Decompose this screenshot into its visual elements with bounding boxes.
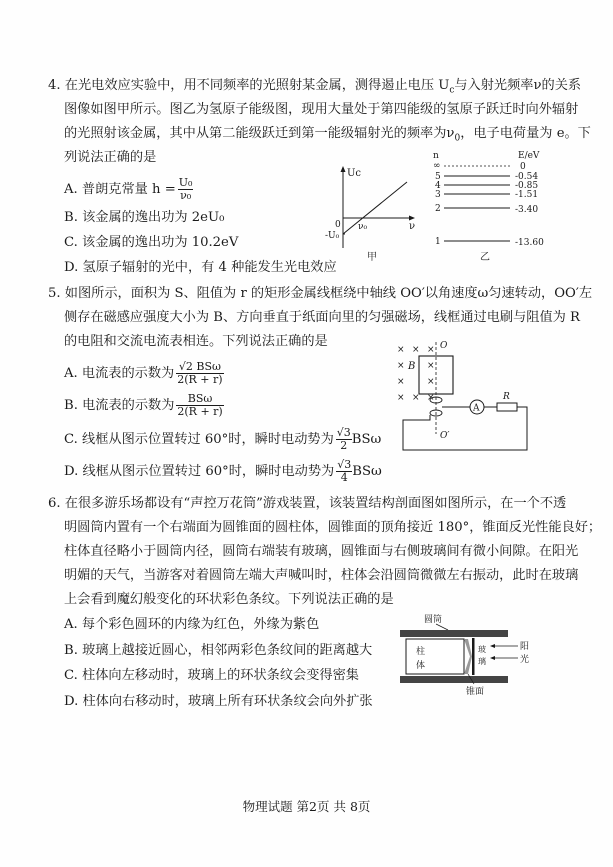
cylinder-label-2: 体 <box>416 661 426 671</box>
level-n: 4 <box>435 181 441 191</box>
level-energy: -13.60 <box>515 238 544 248</box>
graph-line <box>343 182 407 234</box>
q5-stem-line2: 侧存在磁感应强度大小为 B、方向垂直于纸面向里的匀强磁场，线框通过电刷与阻值为 R <box>64 310 580 325</box>
origin-label: 0 <box>335 220 341 230</box>
sunlight-label-1: 阳 <box>520 642 530 652</box>
q5-rotating-coil-circuit <box>395 338 545 458</box>
page-footer: 物理试题 第2页 共 8页 <box>242 799 371 814</box>
q5-option-b[interactable]: B. 电流表的示数为 BSω 2(R + r) <box>64 392 223 418</box>
level-energy: -1.51 <box>515 190 539 200</box>
q6-stem-line2: 明圆筒内置有一个右端面为圆锥面的圆柱体，圆锥面的顶角接近 180°，锥面反光性能良好； <box>64 520 602 535</box>
tube-wall-top <box>400 630 508 637</box>
q5-option-a-fraction: √2 BSω 2(R + r) <box>177 360 223 386</box>
y-axis-label: Uc <box>347 168 362 179</box>
q6-kaleidoscope-section <box>400 612 540 697</box>
svg-text:×: × <box>412 393 420 403</box>
q5-option-d-fraction: $\frac{√3}{4}$ <box>337 458 352 484</box>
cylinder-label-1: 柱 <box>416 647 426 657</box>
q4-option-b[interactable]: B. 该金属的逸出功为 2eU₀ <box>64 210 225 225</box>
q6-option-c[interactable]: C. 柱体向左移动时，玻璃上的环状条纹会变得密集 <box>64 668 359 683</box>
sunlight-arrow-2 <box>490 656 495 660</box>
b-field-label: B <box>408 361 416 372</box>
ammeter-label: A <box>473 403 480 414</box>
q5-option-a[interactable]: A. 电流表的示数为 √2 BSω 2(R + r) <box>64 360 223 386</box>
svg-text:×: × <box>412 345 420 355</box>
axis-label-bottom: O′ <box>440 431 450 441</box>
q6-option-b[interactable]: B. 玻璃上越接近圆心，相邻两彩色条纹间的距离越大 <box>64 643 373 658</box>
level-n: 1 <box>435 237 441 247</box>
cone-surface <box>464 639 472 674</box>
svg-text:×: × <box>427 377 435 387</box>
q4-energy-level-diagram <box>430 148 560 278</box>
q5-option-d[interactable]: D. 线框从图示位置转过 60°时，瞬时电动势为 $\frac{√3}{4}$ BSω <box>64 458 382 484</box>
tube-wall-bottom <box>400 676 508 683</box>
q6-option-d[interactable]: D. 柱体向右移动时，玻璃上所有环状条纹会向外扩张 <box>64 694 373 709</box>
diagram-caption: 乙 <box>480 252 490 263</box>
svg-text:×: × <box>397 393 405 403</box>
n-header: n <box>433 151 439 161</box>
q6-stem-line3: 柱体直径略小于圆筒内径，圆筒右端装有玻璃，圆锥面与右侧玻璃间有微小间隙。在阳光 <box>64 544 579 559</box>
cone-label: 锥面 <box>466 687 485 697</box>
q4-stem-line2: 图像如图甲所示。图乙为氢原子能级图，现用大量处于第四能级的氢原子跃迁时向外辐射 <box>64 102 579 117</box>
q6-stem-line1: 6. 在很多游乐场都设有“声控万花筒”游戏装置，该装置结构剖面图如图所示，在一个不透 <box>48 496 567 511</box>
level-n: 2 <box>435 204 441 214</box>
return-wire <box>403 407 527 450</box>
energy-header: E/eV <box>518 151 540 161</box>
svg-text:×: × <box>397 377 405 387</box>
q5-stem-line1: 5. 如图所示，面积为 S、阻值为 r 的矩形金属线框绕中轴线 OO′以角速度ω匀速转动，OO′左 <box>48 286 593 301</box>
graph-caption: 甲 <box>367 252 377 263</box>
svg-text:×: × <box>427 393 435 403</box>
svg-text:×: × <box>397 361 405 371</box>
y-intercept-label: -U₀ <box>325 231 340 241</box>
svg-text:×: × <box>397 345 405 355</box>
q4-option-d[interactable]: D. 氢原子辐射的光中，有 4 种能发生光电效应 <box>64 260 337 275</box>
glass-label-1: 玻 <box>478 645 486 654</box>
x-axis-arrow <box>409 216 415 221</box>
x-intercept-label: ν₀ <box>358 222 368 232</box>
q4-stem-line1: 4. 在光电效应实验中，用不同频率的光照射某金属，测得遏止电压 $U_c$与入射光频率ν的关系 <box>48 78 582 96</box>
q5-option-b-fraction: BSω 2(R + r) <box>177 392 223 418</box>
q5-option-c-fraction: $\frac{√3}{2}$ <box>336 426 351 452</box>
svg-text:×: × <box>427 345 435 355</box>
q4-option-a[interactable]: A. 普朗克常量 h = $\frac{\text{U₀}}{\text{ν₀}}$ <box>64 176 193 202</box>
q4-option-c[interactable]: C. 该金属的逸出功为 10.2eV <box>64 235 239 250</box>
glass-label-2: 璃 <box>478 657 486 666</box>
q5-option-c[interactable]: C. 线框从图示位置转过 60°时，瞬时电动势为 $\frac{√3}{2}$ BSω <box>64 426 382 452</box>
y-axis-arrow <box>341 166 346 172</box>
cylinder-body <box>406 639 464 674</box>
resistor-label: R <box>503 392 510 402</box>
q4-graph-uc-vs-frequency <box>325 162 415 272</box>
glass-plate <box>472 638 475 675</box>
q4-stem-line3: 的光照射该金属，其中从第二能级跃迁到第一能级辐射光的频率为$\nu_0$，电子电荷量为 e。下 <box>64 126 591 144</box>
level-energy: -0.85 <box>515 181 539 191</box>
sunlight-label-2: 光 <box>520 655 530 665</box>
q6-stem-line4: 明媚的天气，当游客对着圆筒左端大声喊叫时，柱体会沿圆筒微微左右振动，此时在玻璃 <box>64 568 579 583</box>
resistor-icon <box>497 403 517 411</box>
q6-stem-line5: 上会看到魔幻般变化的环状彩色条纹。下列说法正确的是 <box>64 592 394 607</box>
q4-option-a-fraction: $\frac{\text{U₀}}{\text{ν₀}}$ <box>178 176 193 202</box>
svg-text:×: × <box>427 361 435 371</box>
level-energy: -0.54 <box>515 172 539 182</box>
axis-label-top: O <box>440 341 448 351</box>
q5-stem-line3: 的电阻和交流电流表相连。下列说法正确的是 <box>64 334 328 349</box>
level-n: ∞ <box>433 161 441 171</box>
level-energy: 0 <box>520 162 526 172</box>
level-energy: -3.40 <box>515 205 539 215</box>
level-n: 3 <box>435 190 441 200</box>
sunlight-arrow-1 <box>490 644 495 648</box>
q4-stem-line4: 列说法正确的是 <box>64 150 157 165</box>
tube-label: 圆筒 <box>424 615 443 625</box>
x-axis-label: ν <box>409 221 416 232</box>
q6-option-a[interactable]: A. 每个彩色圆环的内缘为红色，外缘为紫色 <box>64 617 320 632</box>
level-n: 5 <box>435 172 441 182</box>
